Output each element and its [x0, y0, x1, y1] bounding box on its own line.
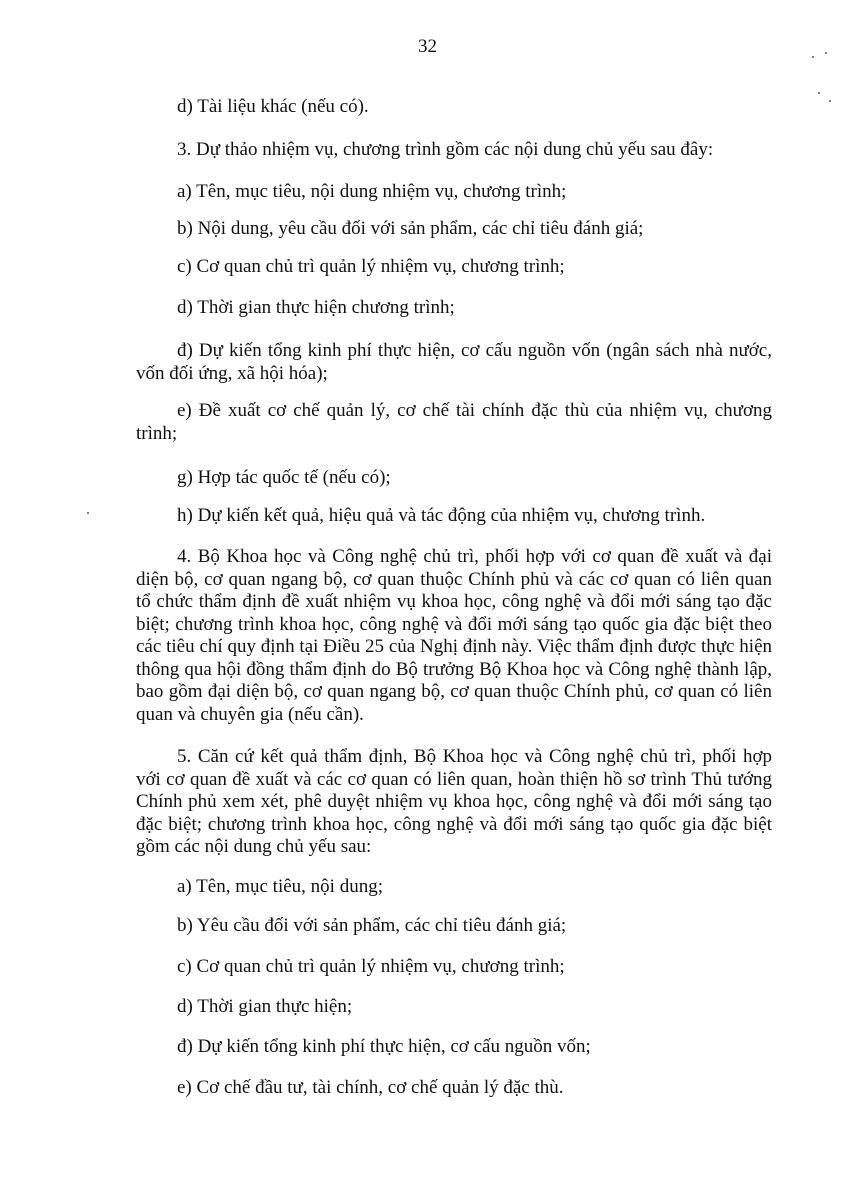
- document-line: a) Tên, mục tiêu, nội dung nhiệm vụ, chương trình;: [177, 181, 567, 202]
- document-line: a) Tên, mục tiêu, nội dung;: [177, 876, 383, 897]
- scan-speck: [829, 100, 831, 102]
- document-line: e) Cơ chế đầu tư, tài chính, cơ chế quản lý đặc thù.: [177, 1077, 564, 1098]
- document-paragraph: 5. Căn cứ kết quả thẩm định, Bộ Khoa học và Công nghệ chủ trì, phối hợp với cơ quan đề xuất và các cơ quan có liên quan, hoàn thiện hồ sơ trình Thủ tướng Chính phủ xem xét, phê duyệt nhiệm vụ khoa học, công nghệ và đổi mới sáng tạo đặc biệt; chương trình khoa học, công nghệ và đổi mới sáng tạo quốc gia đặc biệt gồm các nội dung chủ yếu sau:: [136, 746, 772, 857]
- scan-speck: [87, 512, 89, 514]
- document-line: đ) Dự kiến tổng kinh phí thực hiện, cơ cấu nguồn vốn;: [177, 1036, 591, 1057]
- document-line: b) Nội dung, yêu cầu đối với sản phẩm, các chỉ tiêu đánh giá;: [177, 218, 644, 239]
- document-line: d) Thời gian thực hiện;: [177, 996, 353, 1017]
- document-paragraph: e) Đề xuất cơ chế quản lý, cơ chế tài chính đặc thù của nhiệm vụ, chương trình;: [136, 400, 772, 444]
- page-number: 32: [418, 36, 437, 57]
- document-line: d) Thời gian thực hiện chương trình;: [177, 297, 455, 318]
- scan-speck: [825, 52, 827, 54]
- document-line: b) Yêu cầu đối với sản phẩm, các chỉ tiêu đánh giá;: [177, 915, 567, 936]
- document-line: c) Cơ quan chủ trì quản lý nhiệm vụ, chương trình;: [177, 256, 565, 277]
- document-line: c) Cơ quan chủ trì quản lý nhiệm vụ, chương trình;: [177, 956, 565, 977]
- document-paragraph: 4. Bộ Khoa học và Công nghệ chủ trì, phối hợp với cơ quan đề xuất và đại diện bộ, cơ quan ngang bộ, cơ quan thuộc Chính phủ và các cơ quan có liên quan tổ chức thẩm định đề xuất nhiệm vụ khoa học, công nghệ và đổi mới sáng tạo đặc biệt; chương trình khoa học, công nghệ và đổi mới sáng tạo quốc gia đặc biệt theo các tiêu chí quy định tại Điều 25 của Nghị định này. Việc thẩm định được thực hiện thông qua hội đồng thẩm định do Bộ trưởng Bộ Khoa học và Công nghệ thành lập, bao gồm đại diện bộ, cơ quan ngang bộ, cơ quan thuộc Chính phủ, cơ quan có liên quan và chuyên gia (nếu cần).: [136, 546, 772, 725]
- document-line: g) Hợp tác quốc tế (nếu có);: [177, 467, 391, 488]
- scan-speck: [818, 92, 820, 94]
- document-paragraph: đ) Dự kiến tổng kinh phí thực hiện, cơ cấu nguồn vốn (ngân sách nhà nước, vốn đối ứng, xã hội hóa);: [136, 340, 772, 384]
- document-line: h) Dự kiến kết quả, hiệu quả và tác động của nhiệm vụ, chương trình.: [177, 505, 706, 526]
- document-line: 3. Dự thảo nhiệm vụ, chương trình gồm các nội dung chủ yếu sau đây:: [177, 139, 714, 160]
- document-line: d) Tài liệu khác (nếu có).: [177, 96, 369, 117]
- scan-speck: [812, 56, 814, 58]
